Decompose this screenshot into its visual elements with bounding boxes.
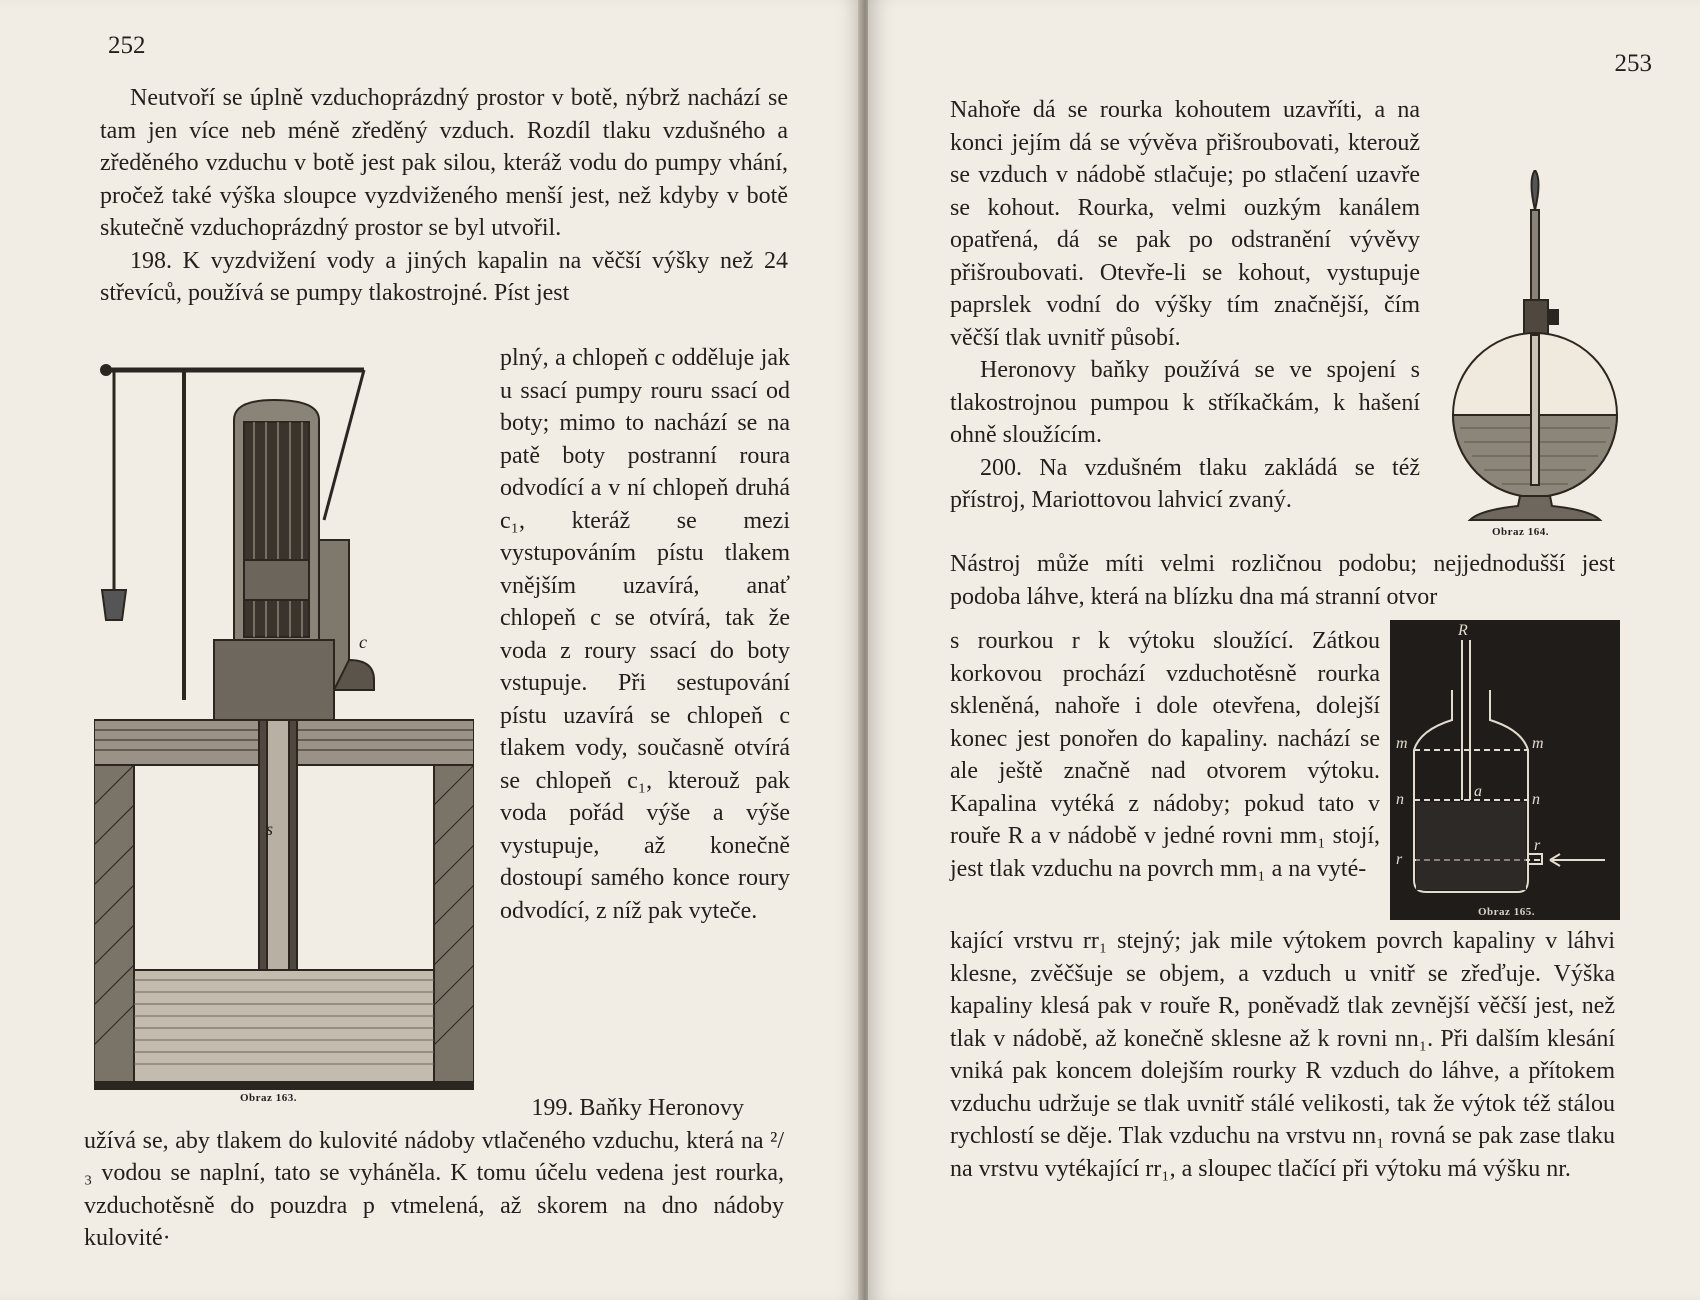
- figure-164-heron-flask: [1440, 170, 1630, 530]
- fig163-label-c: c: [359, 632, 367, 652]
- paragraph-198-column: plný, a chlopeň c odděluje jak u ssací pumpy rouru ssací od boty; mimo to nachází se na patě boty postranní roura odvodící a v ní chlopeň druhá c₁, kteráž se mezi vystupováním pístu tlakem vnějším uzavírá, anať chlopeň c se otvírá, tak že voda z roury ssací do boty vstupuje. Při sestupování pístu uzavírá se chlopeň c tlakem vody, současně otvírá se chlopeň c₁, kterouž pak voda pořád výše a výše vystupuje, až konečně dostoupí samého konce roury odvodící, z níž pak vyteče.: [500, 345, 790, 924]
- right-text-block-top: [950, 94, 1420, 517]
- paragraph-200-intro: 200. Na vzdušném tlaku zakládá se též přístroj, Mariottovou lahvicí zvaný.: [950, 454, 1420, 513]
- paragraph-200-wide: Nástroj může míti velmi rozličnou podobu; nejjednodušší jest podoba láhve, která na blízku dna má stranní otvor: [950, 551, 1615, 610]
- figure-163-force-pump: [94, 360, 474, 1090]
- fig165-label-r: r: [1396, 851, 1403, 868]
- paragraph-199-heading: 199. Baňky Heronovy: [531, 1095, 744, 1121]
- figure-165-mariotte-bottle: [1390, 620, 1620, 920]
- paragraph-200-column: s rourkou r k výtoku sloužící. Zátkou korkovou prochází vzduchotěsně rourka skleněná, nahoře i dole otevřena, dolejší konec jest ponořen do kapaliny. nachází se ale ještě značně nad otvorem výtoku. Kapalina vytéká z nádoby; pokud tato v rouře R a v nádobě v jedné rovni mm₁ stojí, jest tlak vzduchu na povrch mm₁ a na vyté-: [950, 628, 1380, 882]
- right-text-column: [950, 625, 1380, 885]
- paragraph-neutvori: Neutvoří se úplně vzduchoprázdný prostor v botě, nýbrž nachází se tam jen více neb méně zředěný vzduch. Rozdíl tlaku vzdušného a zředěného vzduchu v botě jest pak silou, kteráž vodu do pumpy vhání, pročež také výška sloupce vyzdviženého menší jest, než kdyby v botě skutečně vzduchoprázdný prostor se byl utvořil.: [100, 85, 788, 241]
- fig163-label-s: s: [266, 819, 274, 839]
- paragraph-200-rest: kající vrstvu rr₁ stejný; jak mile výtokem povrch kapaliny v láhvi klesne, zvěčšuje se objem, a vzduch u vnitř se zřeďuje. Výška kapaliny klesá pak v rouře R, poněvadž tlak zevnější věčší jest, než tlak v nádobě, až konečně sklesne až k rovni nn₁. Při dalším klesání vniká pak koncem dolejším rourky R vzduch do láhve, a přítokem vzduchu udržuje se tlak uvnitř stálé velikosti, tak že výtok též stálou rychlostí se děje. Tlak vzduchu na vrstvu nn₁ rovná se pak zase tlaku na vrstvu vytékající rr₁, a sloupec tlačící při výtoku má výšku nr.: [950, 928, 1615, 1182]
- fig165-label-m1: m: [1532, 735, 1544, 752]
- fig165-label-r1: r: [1534, 837, 1541, 854]
- page-number-right: 253: [1614, 50, 1652, 77]
- right-text-block-bottom: [950, 925, 1615, 1185]
- fig165-label-R: R: [1458, 622, 1468, 639]
- fig165-label-a: a: [1474, 783, 1482, 800]
- page-number-left: 252: [108, 32, 146, 59]
- fig165-label-n1: n: [1532, 791, 1540, 808]
- left-text-column: [500, 342, 790, 927]
- paragraph-198-intro: 198. K vyzdvižení vody a jiných kapalin na věčší výšky než 24 střevíců, používá se pumpy tlakostrojné. Píst jest: [100, 247, 788, 306]
- left-text-block-199: [84, 1092, 784, 1255]
- fig165-label-m: m: [1396, 735, 1408, 752]
- figure-165-caption: Obraz 165.: [1478, 906, 1535, 918]
- right-text-block-200-wide: [950, 548, 1615, 613]
- paragraph-199-text: užívá se, aby tlakem do kulovité nádoby vtlačeného vzduchu, která na ²/₃ vodou se naplní, tato se vyháněla. K tomu účelu vedena jest rourka, vzduchotěsně do pouzdra p vtmelená, až skorem na dno nádoby kulovité·: [84, 1127, 784, 1251]
- left-text-block-intro: [100, 82, 788, 310]
- figure-163-caption: Obraz 163.: [240, 1092, 297, 1104]
- fig165-label-n: n: [1396, 791, 1404, 808]
- figure-164-caption: Obraz 164.: [1492, 526, 1549, 538]
- paragraph-heron: Heronovy baňky používá se ve spojení s tlakostrojnou pumpou k stříkačkám, k hašení ohně sloužícím.: [950, 357, 1420, 448]
- paragraph-nahore: Nahoře dá se rourka kohoutem uzavříti, a na konci jejím dá se vývěva přišroubovati, kterouž se vzduch v nádobě stlačuje; po stlačení uzavře se kohout. Rourka, velmi ouzkým kanálem opatřená, dá se pak po odstranění vývěvy přišroubovati. Otevře-li se kohout, vystupuje paprslek vodní do výšky tím značnější, čím věčší tlak uvnitř působí.: [950, 97, 1420, 351]
